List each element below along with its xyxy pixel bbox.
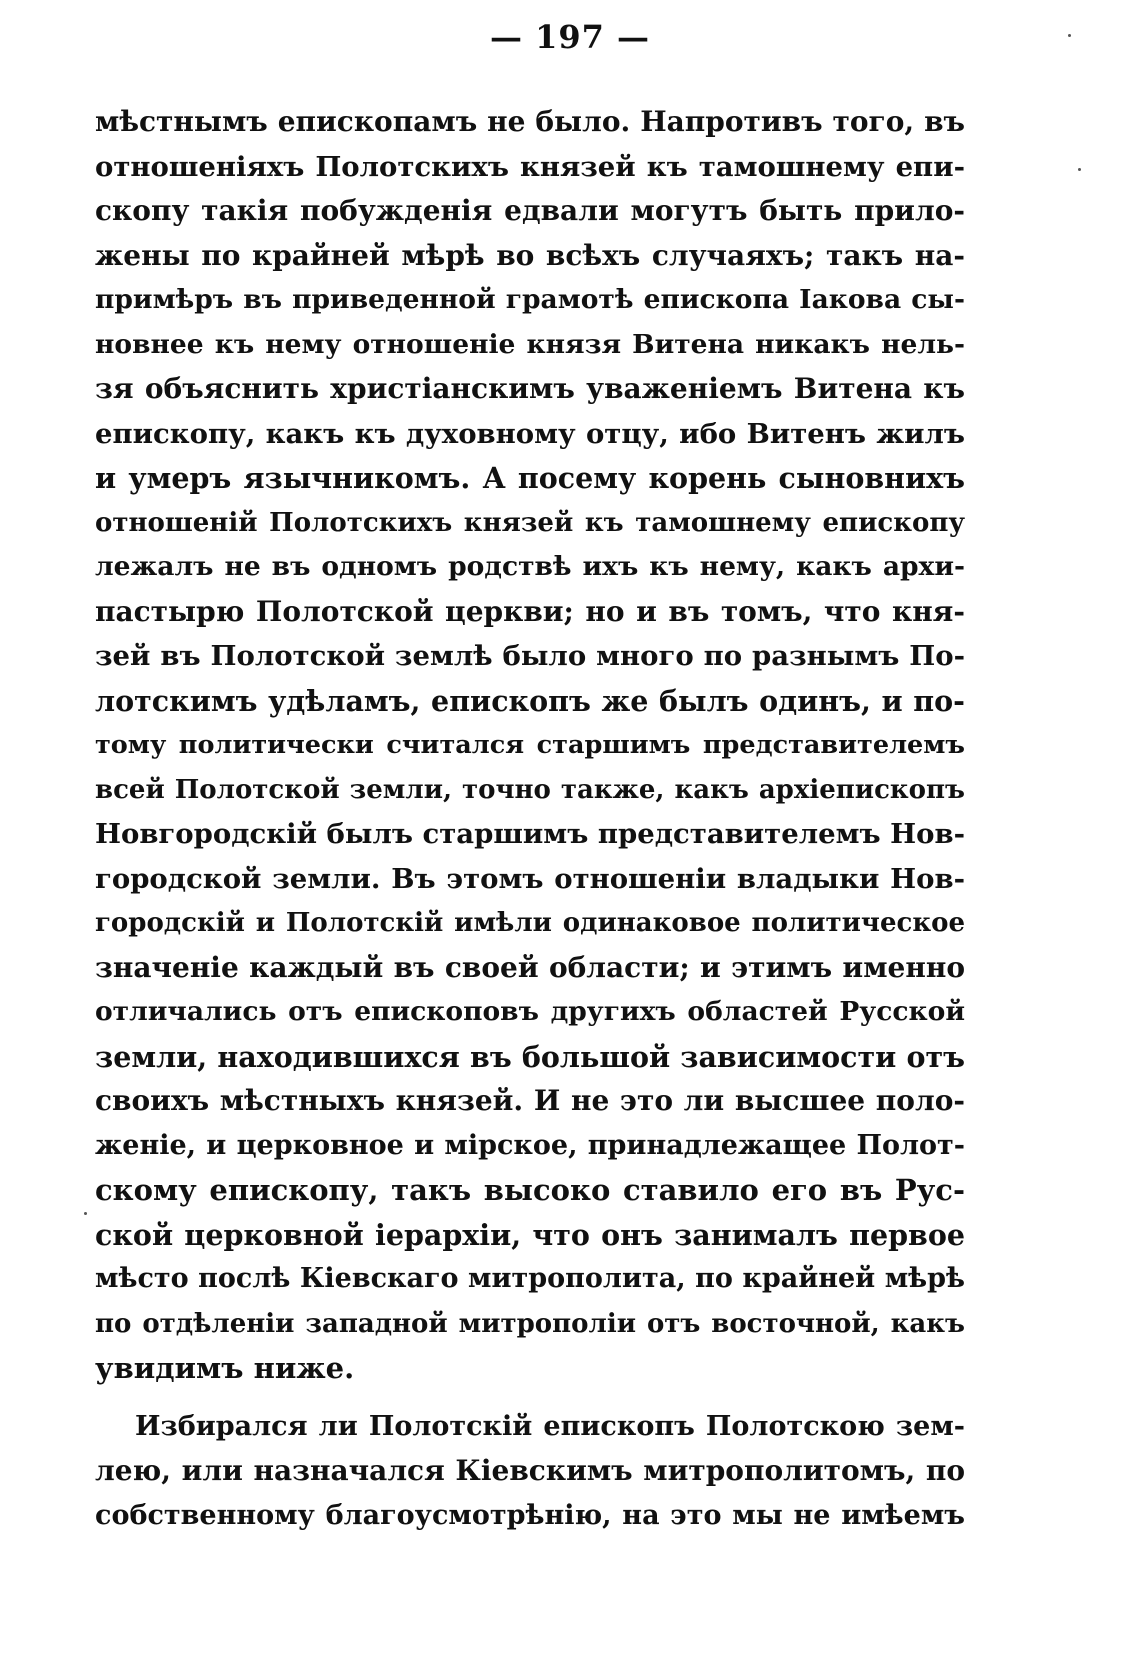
text-line: Новгородскій былъ старшимъ представителемъ Нов- xyxy=(95,818,965,850)
text-line: собственному благоусмотрѣнію, на это мы не имѣемъ xyxy=(95,1499,965,1531)
text-line: тому политически считался старшимъ представителемъ xyxy=(95,730,965,760)
text-line: мѣстнымъ епископамъ не было. Напротивъ того, въ xyxy=(95,105,965,138)
text-line: увидимъ ниже. xyxy=(95,1351,355,1385)
text-line: лею, или назначался Кіевскимъ митрополитомъ, по xyxy=(95,1454,965,1487)
print-speck xyxy=(84,1212,87,1215)
text-line: городской земли. Въ этомъ отношеніи владыки Нов- xyxy=(95,862,965,895)
text-line: значеніе каждый въ своей области; и этимъ именно xyxy=(95,950,965,984)
text-line: женіе, и церковное и мірское, принадлежащее Полот- xyxy=(95,1129,965,1161)
text-line: лежалъ не въ одномъ родствѣ ихъ къ нему, какъ архи- xyxy=(95,551,965,582)
print-speck xyxy=(1078,168,1081,171)
paragraph-gap xyxy=(95,1391,965,1405)
text-line: по отдѣленіи западной митрополіи отъ восточной, какъ xyxy=(95,1308,965,1339)
text-line: ской церковной іерархіи, что онъ занималъ первое xyxy=(95,1217,965,1252)
text-line: всей Полотской земли, точно также, какъ архіепископъ xyxy=(95,774,965,805)
text-line: отличались отъ епископовъ другихъ областей Русской xyxy=(95,996,965,1027)
text-line: пастырю Полотской церкви; но и въ томъ, что кня- xyxy=(95,594,965,628)
text-line: отношеніяхъ Полотскихъ князей къ тамошнему епи- xyxy=(95,150,965,183)
text-line: скопу такія побужденія едвали могутъ быть прило- xyxy=(95,194,965,227)
text-line: и умеръ язычникомъ. А посему корень сыновнихъ xyxy=(95,461,965,495)
text-line: скому епископу, такъ высоко ставило его въ Рус- xyxy=(95,1173,965,1207)
text-line: городскій и Полотскій имѣли одинаковое политическое xyxy=(95,908,965,938)
print-speck xyxy=(1068,34,1071,37)
text-line: своихъ мѣстныхъ князей. И не это ли высшее поло- xyxy=(95,1084,965,1117)
text-line: новнее къ нему отношеніе князя Витена никакъ нель- xyxy=(95,328,965,360)
text-line: жены по крайней мѣрѣ во всѣхъ случаяхъ; такъ на- xyxy=(95,238,965,272)
paragraph xyxy=(95,1405,965,1539)
text-line: мѣсто послѣ Кіевскаго митрополита, по крайней мѣрѣ xyxy=(95,1263,965,1294)
text-line: зей въ Полотской землѣ было много по разнымъ По- xyxy=(95,640,965,672)
text-line: земли, находившихся въ большой зависимости отъ xyxy=(95,1039,965,1074)
text-line: отношеній Полотскихъ князей къ тамошнему епископу xyxy=(95,507,965,538)
body-text xyxy=(95,100,965,1538)
text-line: лотскимъ удѣламъ, епископъ же былъ одинъ, и по- xyxy=(95,683,965,718)
paragraph xyxy=(95,100,965,1391)
text-line: примѣръ въ приведенной грамотѣ епископа Іакова сы- xyxy=(95,284,965,315)
text-line: зя объяснить христіанскимъ уваженіемъ Витена къ xyxy=(95,372,965,405)
text-line: Избирался ли Полотскій епископъ Полотскою зем- xyxy=(135,1410,965,1442)
page-number: — 197 — xyxy=(489,18,651,56)
text-line: епископу, какъ къ духовному отцу, ибо Витенъ жилъ xyxy=(95,417,965,450)
